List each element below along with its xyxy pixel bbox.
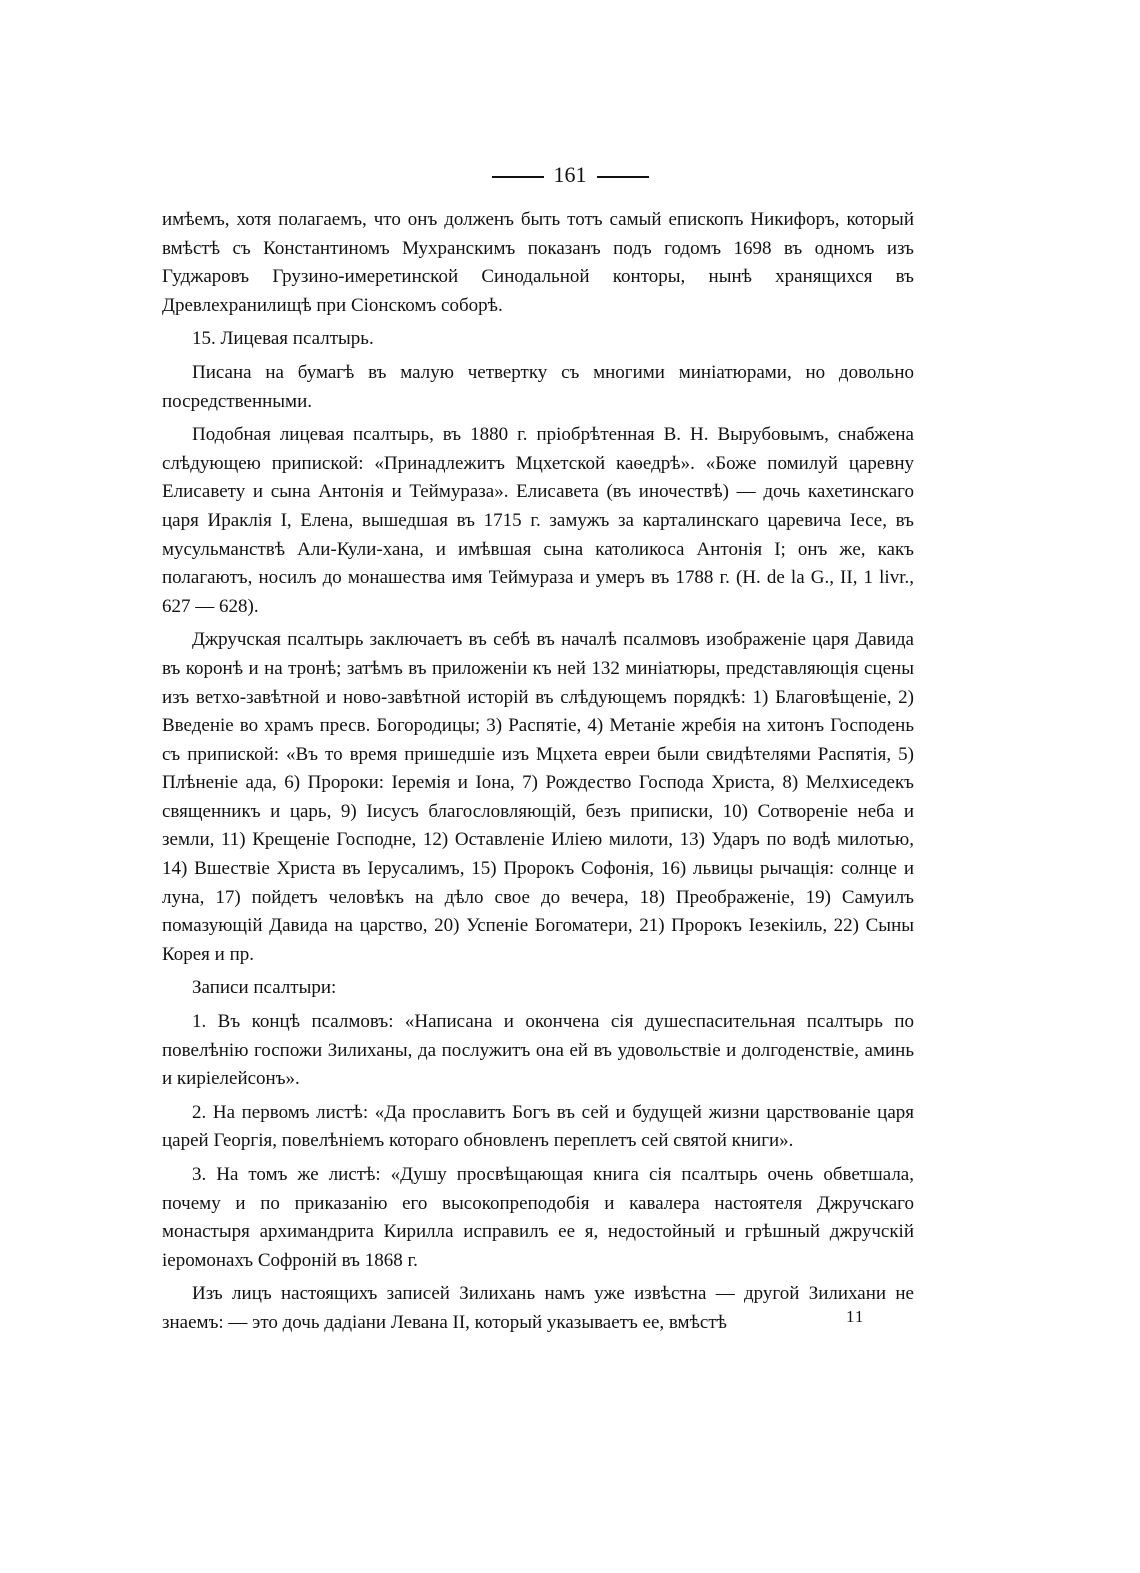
paragraph-record-3: 3. На томъ же листѣ: «Душу просвѣщающая книга сія псалтырь очень обветшала, почему и по приказанію его высокопреподобія и кавалера настоятеля Джручскаго монастыря архимандрита Кирилла исправилъ ее я, недостойный и грѣшный джручскій іеромонахъ Софроній въ 1868 г. bbox=[162, 1164, 914, 1271]
header-rule-right bbox=[597, 176, 649, 178]
section-heading: 15. Лицевая псалтырь. bbox=[192, 328, 374, 350]
paragraph-similar-psalter: Подобная лицевая псалтырь, въ 1880 г. пріобрѣтенная В. Н. Вырубовымъ, снабжена слѣдующею припиской: «Принадлежитъ Мцхетской каѳедрѣ». «Боже помилуй царевну Елисавету и сына Антонія и Теймураза». Елисавета (въ иночествѣ) — дочь кахетинскаго царя Ираклія I, Елена, вышедшая въ 1715 г. замужъ за карталинскаго царевича Іесе, въ мусульманствѣ Али-Кули-хана, и имѣвшая сына католикоса Антонія I; онъ же, какъ полагаютъ, носилъ до монашества имя Теймураза и умеръ въ 1788 г. (H. de la G., II, 1 livr., 627 — 628). bbox=[162, 424, 914, 617]
signature-mark: 11 bbox=[846, 1307, 865, 1326]
paragraph-persons: Изъ лицъ настоящихъ записей Зилихань намъ уже извѣстна — другой Зилихани не знаемъ: — это дочь дадіани Левана II, который указываетъ ее, вмѣстѣ bbox=[162, 1283, 914, 1333]
paragraph-miniatures-list: Джручская псалтырь заключаетъ въ себѣ въ началѣ псалмовъ изображеніе царя Давида въ коронѣ и на тронѣ; затѣмъ въ приложеніи къ ней 132 миніатюры, представляющія сцены изъ ветхо-завѣтной и ново-завѣтной исторій въ слѣдующемъ порядкѣ: 1) Благовѣщеніе, 2) Введеніе во храмъ пресв. Богородицы; 3) Распятіе, 4) Метаніе жребія на хитонъ Господень съ припиской: «Въ то время пришедшіе изъ Мцхета евреи были свидѣтелями Распятія, 5) Плѣненіе ада, 6) Пророки: Іеремія и Іона, 7) Рождество Господа Христа, 8) Мелхиседекъ священникъ и царь, 9) Іисусъ благословляющій, безъ приписки, 10) Сотвореніе неба и земли, 11) Крещеніе Господне, 12) Оставленіе Иліею милоти, 13) Ударъ по водѣ милотью, 14) Вшествіе Христа въ Іерусалимъ, 15) Пророкъ Софонія, 16) львицы рычащія: солнце и луна, 17) пойдетъ человѣкъ на дѣло свое до вечера, 18) Преображеніе, 19) Самуилъ помазующій Давида на царство, 20) Успеніе Богоматери, 21) Пророкъ Іезекіиль, 22) Сыны Корея и пр. bbox=[162, 629, 914, 965]
paragraph-records-heading: Записи псалтыри: bbox=[192, 977, 337, 999]
paragraph-continuation: имѣемъ, хотя полагаемъ, что онъ долженъ быть тотъ самый епископъ Никифоръ, который вмѣстѣ съ Константиномъ Мухранскимъ показанъ подъ годомъ 1698 въ одномъ изъ Гуджаровъ Грузино-имеретинской Синодальной конторы, нынѣ хранящихся въ Древлехранилищѣ при Сіонскомъ соборѣ. bbox=[162, 209, 914, 316]
page-number: 161 bbox=[553, 162, 587, 187]
header-rule-left bbox=[492, 176, 544, 178]
paragraph-record-1: 1. Въ концѣ псалмовъ: «Написана и окончена сія душеспасительная псалтырь по повелѣнію госпожи Зилиханы, да послужитъ она ей въ удовольствіе и долгоденствіе, аминь и киріелейсонъ». bbox=[162, 1011, 914, 1090]
page-header bbox=[0, 160, 1140, 190]
paragraph-description: Писана на бумагѣ въ малую четвертку съ многими миніатюрами, но довольно посредственными. bbox=[162, 361, 914, 412]
body-text bbox=[162, 206, 914, 1343]
paragraph-record-2: 2. На первомъ листѣ: «Да прославитъ Богъ въ сей и будущей жизни царствованіе царя царей Георгія, повелѣніемъ котораго обновленъ переплетъ сей святой книги». bbox=[162, 1101, 914, 1152]
